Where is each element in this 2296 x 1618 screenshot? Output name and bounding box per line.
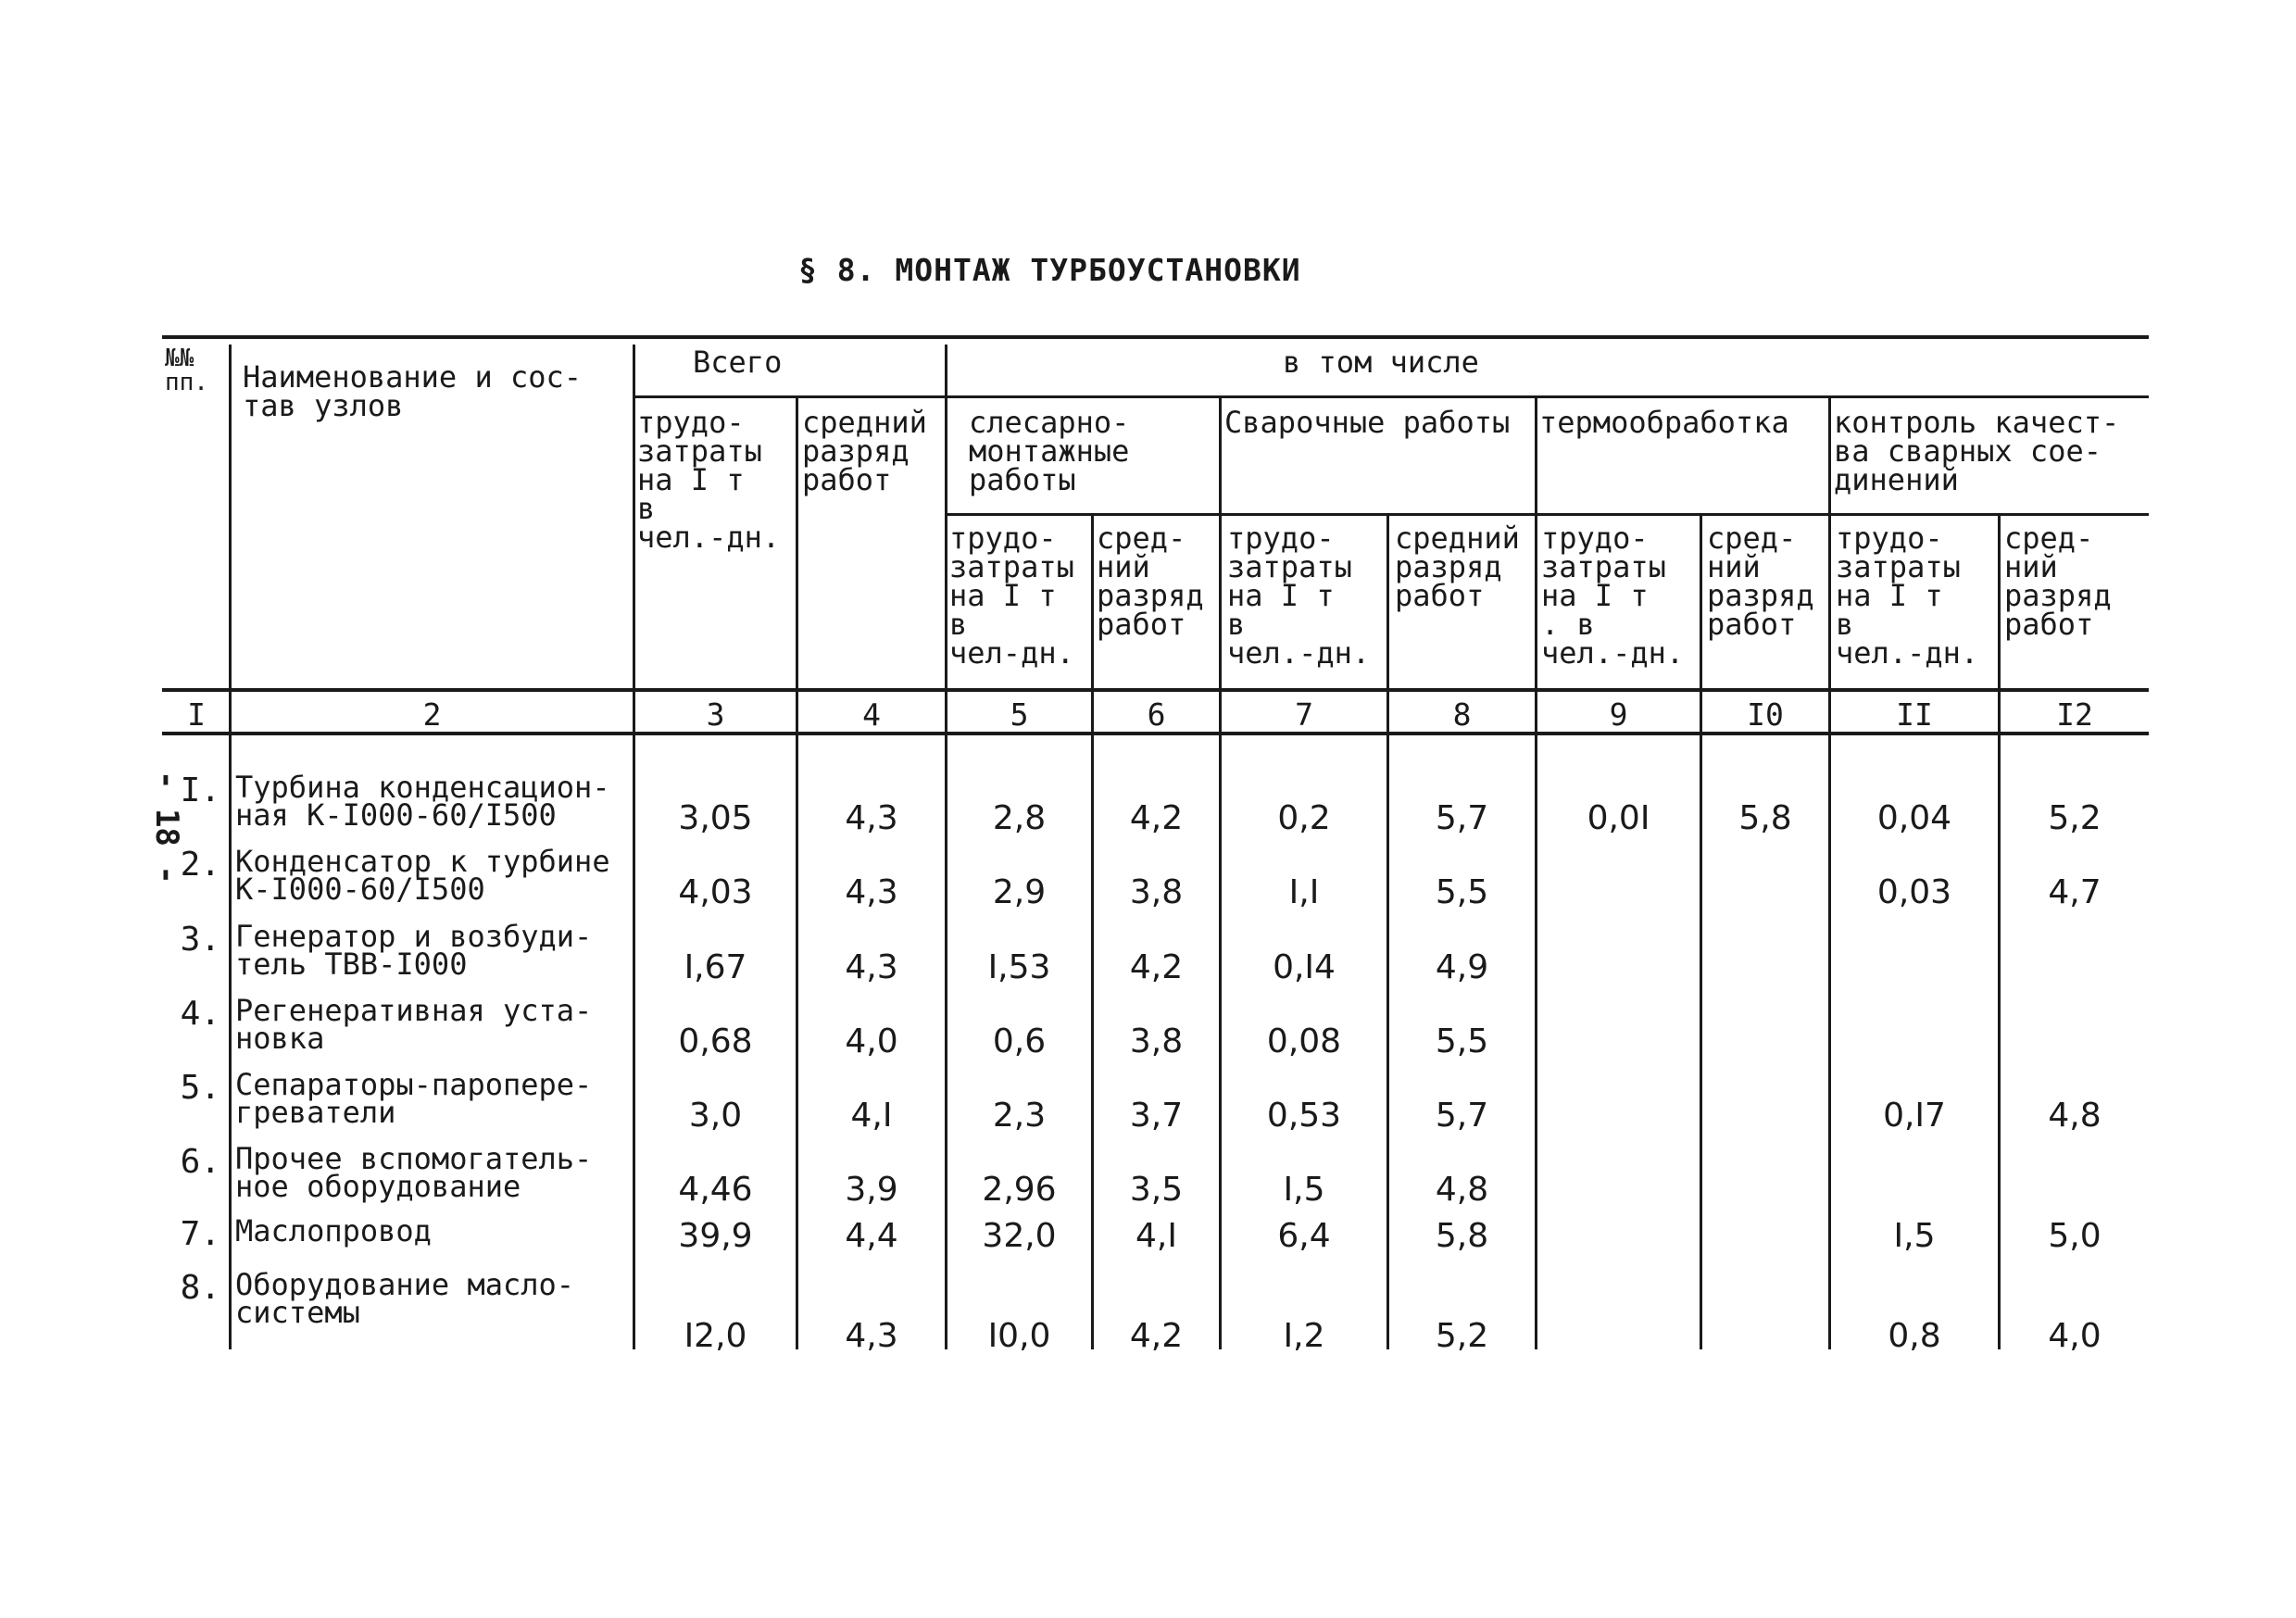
column-number: 5 [1010,696,1029,733]
table-cell: 5,5 [1435,1022,1489,1060]
table-cell: 4,3 [845,873,898,911]
header-c3: трудо- затраты на I т в чел.-дн. [637,405,781,555]
table-cell: 0,6 [992,1022,1047,1060]
row-number: 2. [180,846,220,884]
table-cell: 4,7 [2048,873,2102,911]
table-cell: 0,I7 [1883,1097,1946,1135]
table-cell: 5,8 [1435,1217,1489,1255]
row-number: 4. [180,995,220,1033]
header-c11: трудо- затраты на I т в чел.-дн. [1836,521,1979,671]
table-cell: I0,0 [987,1317,1051,1355]
header-v-tom-chisle: в том числе [1283,345,1479,380]
table-cell: 5,7 [1435,1097,1489,1135]
table-cell: 4,8 [2048,1097,2102,1135]
table-cell: 6,4 [1277,1217,1331,1255]
table-cell: 32,0 [982,1217,1057,1255]
row-name: Прочее вспомогатель- ное оборудование [235,1141,593,1204]
table-cell: I,67 [684,948,747,986]
column-number: 8 [1452,696,1472,733]
column-number: 4 [862,696,881,733]
header-vsego: Всего [693,345,783,380]
table-cell: 3,8 [1129,873,1184,911]
table-cell: I,2 [1283,1317,1325,1355]
table-cell: 2,96 [982,1171,1057,1209]
row-name: Турбина конденсацион- ная К-I000-60/I500 [235,770,610,833]
column-number: 3 [706,696,725,733]
row-number: I. [180,771,220,809]
table-cell: 3,5 [1129,1171,1184,1209]
column-number: I2 [2056,696,2093,733]
row-name: Конденсатор к турбине К-I000-60/I500 [235,844,610,907]
table-cell: 4,2 [1129,948,1184,986]
column-number: 7 [1295,696,1313,733]
header-c7: трудо- затраты на I т в чел.-дн. [1227,521,1371,671]
table-cell: 4,4 [845,1217,898,1255]
row-number: 6. [180,1143,220,1181]
table-cell: 5,0 [2048,1217,2102,1255]
table-cell: 5,2 [2048,799,2102,837]
table-cell: 0,68 [678,1022,753,1060]
table-cell: 2,9 [992,873,1047,911]
row-name: Оборудование масло- системы [235,1267,575,1330]
side-page-number: - 18 - [148,771,185,884]
table-cell: 4,2 [1129,1317,1184,1355]
table-cell: 0,I4 [1273,948,1336,986]
table-cell: 4,0 [845,1022,898,1060]
header-c6: сред- ний разряд работ [1097,521,1204,642]
table-cell: I,53 [987,948,1051,986]
header-c8: средний разряд работ [1395,521,1520,613]
table-cell: 0,53 [1266,1097,1342,1135]
column-number: I0 [1747,696,1784,733]
header-c4: средний разряд работ [802,405,927,497]
header-svarochnye: Сварочные работы [1224,405,1511,440]
table-cell: 3,0 [688,1097,743,1135]
table-cell: 4,2 [1129,799,1184,837]
row-number: 3. [180,921,220,959]
header-slesarno: слесарно- монтажные работы [969,405,1130,497]
table-cell: 4,3 [845,948,898,986]
row-number: 5. [180,1069,220,1107]
table-cell: 5,8 [1738,799,1792,837]
header-kontrol: контроль качест- ва сварных сое- динений [1834,405,2120,497]
column-number: 9 [1609,696,1628,733]
table-cell: 0,2 [1277,799,1331,837]
table-cell: I,5 [1893,1217,1936,1255]
table-cell: 5,7 [1435,799,1489,837]
table-cell: 0,04 [1876,799,1952,837]
table-cell: 39,9 [678,1217,753,1255]
column-number: I [187,696,206,733]
column-number: 6 [1147,696,1166,733]
header-termo: термообработка [1539,405,1789,440]
table-cell: 4,I [850,1097,893,1135]
table-cell: 4,I [1135,1217,1177,1255]
table-cell: 4,03 [678,873,753,911]
header-c10: сред- ний разряд работ [1707,521,1814,642]
row-number: 8. [180,1269,220,1307]
table-cell: 3,8 [1129,1022,1184,1060]
column-number: II [1896,696,1933,733]
table-cell: 3,9 [845,1171,898,1209]
page-title: § 8. МОНТАЖ ТУРБОУСТАНОВКИ [798,252,1301,288]
table-cell: 0,0I [1587,799,1650,837]
row-name: Маслопровод [235,1213,432,1248]
header-num: №№ пп. [165,345,208,396]
row-name: Регенеративная уста- новка [235,993,593,1056]
table-cell: 2,3 [992,1097,1047,1135]
header-c12: сред- ний разряд работ [2004,521,2112,642]
header-c9: трудо- затраты на I т . в чел.-дн. [1541,521,1685,671]
row-number: 7. [180,1215,220,1253]
column-number: 2 [422,696,442,733]
table-cell: 3,7 [1129,1097,1184,1135]
table-cell: 0,08 [1266,1022,1342,1060]
table-cell: 4,46 [678,1171,753,1209]
table-cell: 0,8 [1888,1317,1941,1355]
table-cell: I2,0 [684,1317,747,1355]
table-cell: I,5 [1283,1171,1325,1209]
table-cell: 0,03 [1876,873,1952,911]
table-cell: 4,9 [1435,948,1489,986]
table-cell: 2,8 [992,799,1047,837]
table-cell: 5,5 [1435,873,1489,911]
table-cell: 5,2 [1435,1317,1489,1355]
table-cell: I,I [1288,873,1320,911]
table-cell: 4,3 [845,799,898,837]
row-name: Генератор и возбуди- тель ТВВ-I000 [235,919,593,982]
table-cell: 4,3 [845,1317,898,1355]
header-c5: трудо- затраты на I т в чел-дн. [949,521,1074,671]
row-name: Сепараторы-паропере- греватели [235,1067,593,1130]
table-cell: 4,8 [1435,1171,1489,1209]
header-name: Наименование и сос- тав узлов [243,359,583,423]
table-cell: 4,0 [2048,1317,2102,1355]
table-cell: 3,05 [678,799,753,837]
